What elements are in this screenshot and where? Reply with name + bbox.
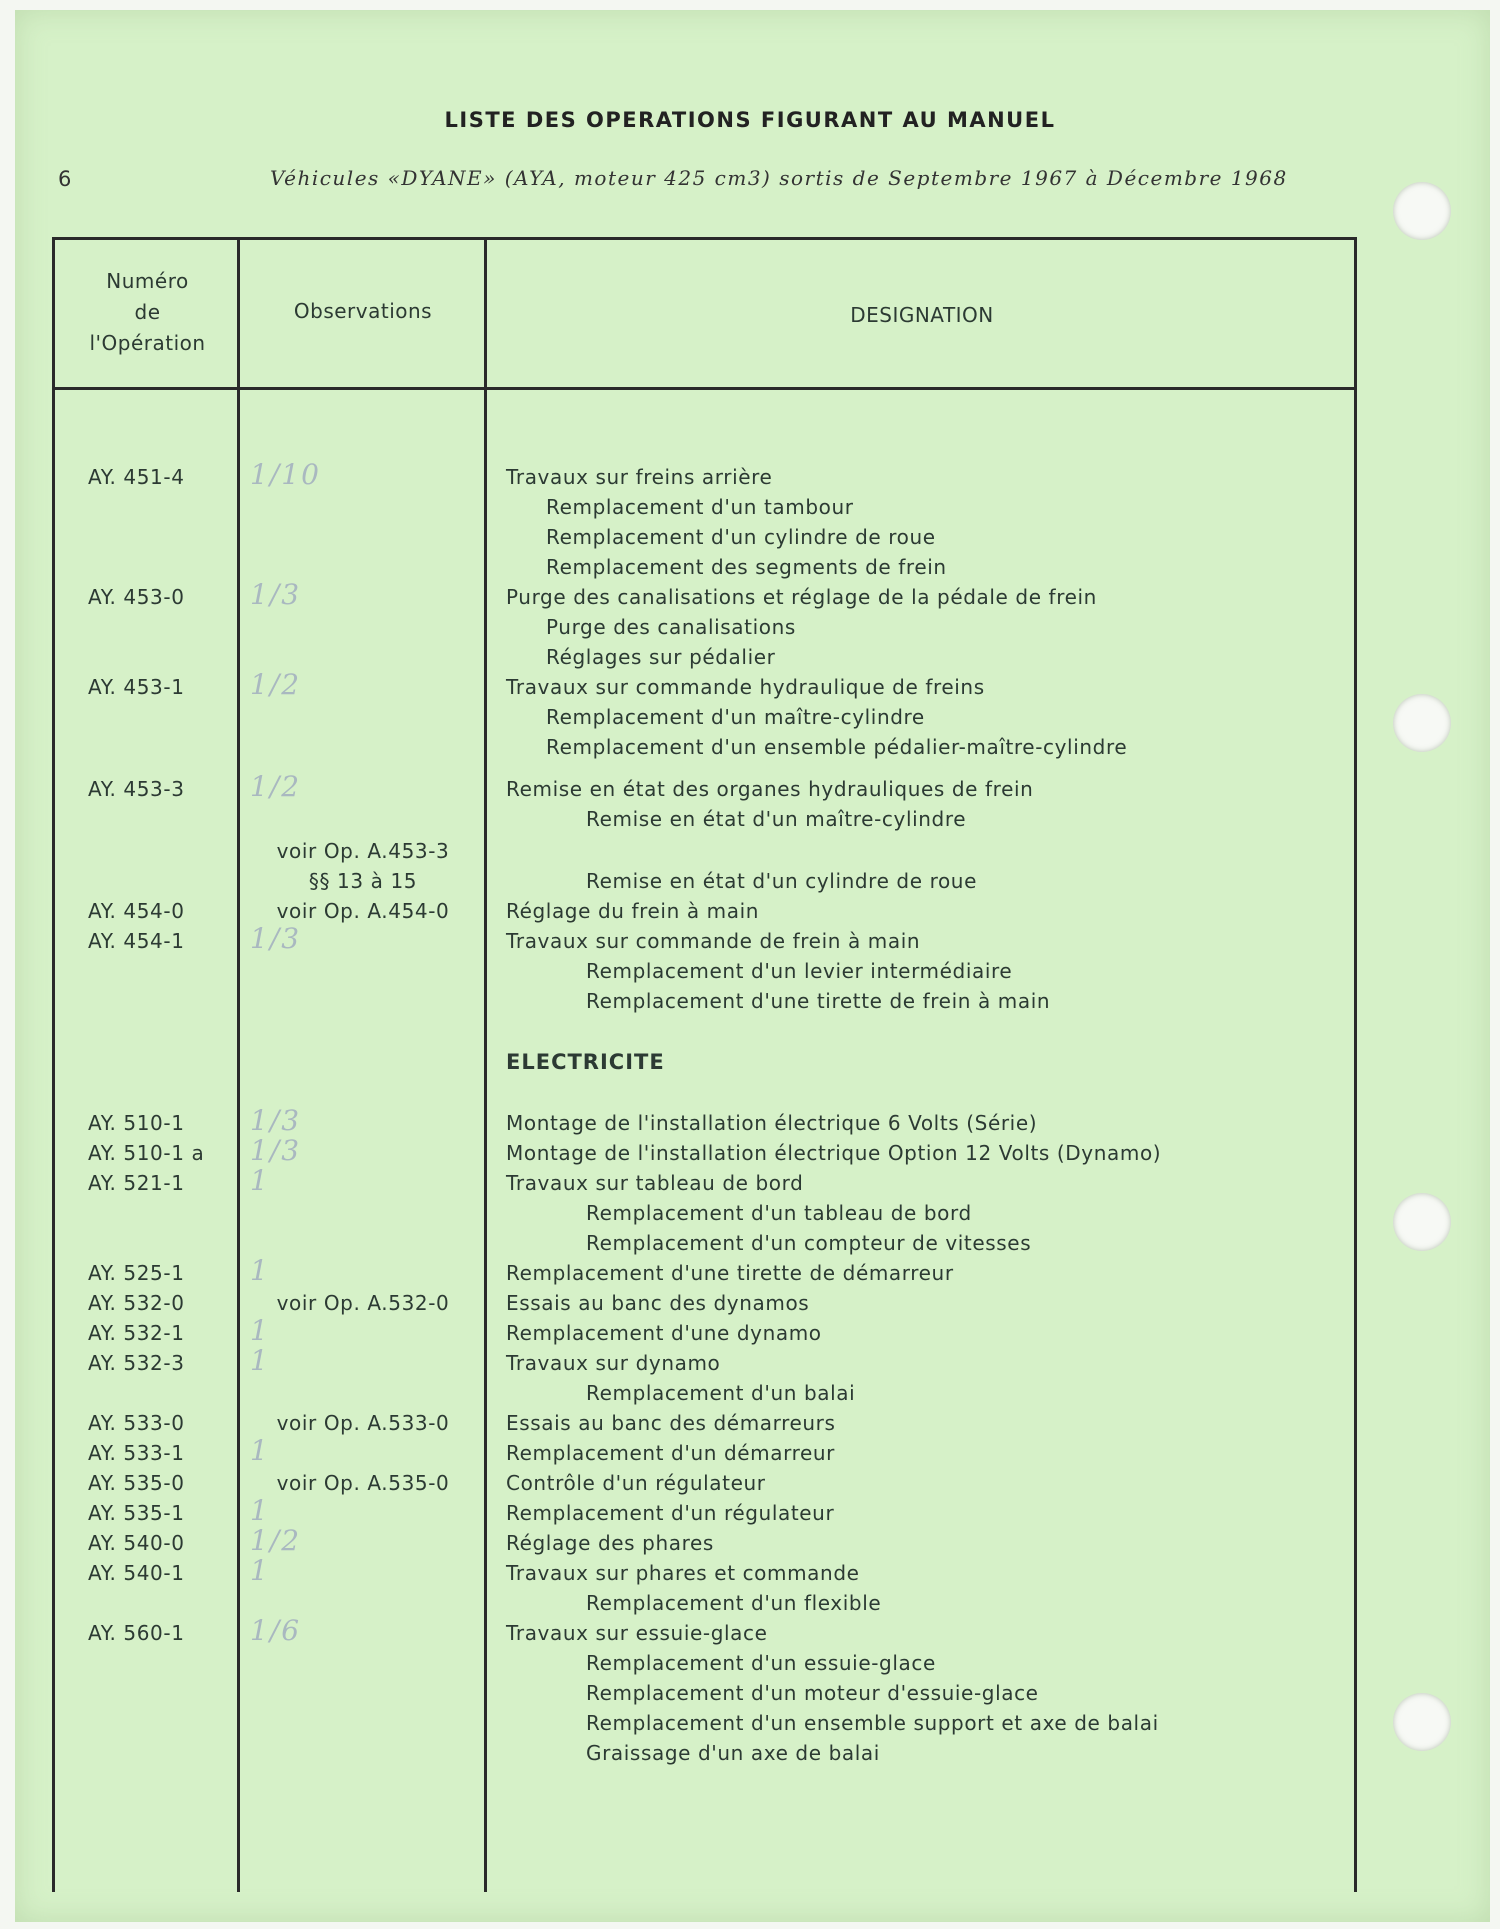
designation-text: Remplacement d'un levier intermédiaire (586, 959, 1013, 983)
designation-text: Montage de l'installation électrique Option 12 Volts (Dynamo) (506, 1141, 1162, 1165)
binder-hole (1393, 694, 1451, 752)
page-number: 6 (58, 167, 72, 191)
designation-text: Remplacement d'un démarreur (506, 1441, 835, 1465)
designation-text: Purge des canalisations et réglage de la pédale de frein (506, 585, 1097, 609)
designation-text: Remplacement d'une dynamo (506, 1321, 822, 1345)
designation-text: Remplacement d'un ensemble support et axe de balai (586, 1711, 1159, 1735)
designation-text: Remplacement d'une tirette de démarreur (506, 1261, 954, 1285)
header-divider (52, 387, 1357, 390)
page-title: LISTE DES OPERATIONS FIGURANT AU MANUEL (444, 108, 1056, 132)
operation-number: AY. 454-1 (88, 929, 185, 953)
operation-number: AY. 532-1 (88, 1321, 185, 1345)
operation-number: AY. 453-0 (88, 585, 185, 609)
designation-text: Travaux sur essuie-glace (506, 1621, 768, 1645)
operation-number: AY. 451-4 (88, 465, 185, 489)
designation-text: Travaux sur commande de frein à main (506, 929, 921, 953)
designation-text: Essais au banc des démarreurs (506, 1411, 836, 1435)
operation-number: AY. 540-0 (88, 1531, 185, 1555)
column-header-number-line: l'Opération (89, 331, 206, 355)
handwritten-note: 1 (250, 1314, 270, 1347)
handwritten-note: 1/2 (250, 1524, 302, 1557)
designation-text: Travaux sur tableau de bord (506, 1171, 804, 1195)
designation-text: Montage de l'installation électrique 6 Volts (Série) (506, 1111, 1038, 1135)
handwritten-note: 1/6 (250, 1614, 302, 1647)
handwritten-note: 1 (250, 1344, 270, 1377)
designation-text: Graissage d'un axe de balai (586, 1741, 880, 1765)
operation-number: AY. 560-1 (88, 1621, 185, 1645)
column-header-number-line: de (134, 300, 161, 324)
designation-text: Remplacement d'un tableau de bord (586, 1201, 972, 1225)
page-subtitle: Véhicules «DYANE» (AYA, moteur 425 cm3) sortis de Septembre 1967 à Décembre 1968 (270, 166, 1288, 190)
handwritten-note: 1 (250, 1494, 270, 1527)
designation-text: Remplacement d'un cylindre de roue (546, 525, 936, 549)
operation-number: AY. 521-1 (88, 1171, 185, 1195)
binder-hole (1393, 1193, 1451, 1251)
designation-text: Remplacement d'un flexible (586, 1591, 882, 1615)
designation-text: Remplacement des segments de frein (546, 555, 947, 579)
operation-number: AY. 453-3 (88, 777, 185, 801)
operation-number: AY. 510-1 (88, 1111, 185, 1135)
handwritten-note: 1 (250, 1254, 270, 1287)
handwritten-note: 1/10 (250, 458, 321, 491)
designation-text: Purge des canalisations (546, 615, 796, 639)
handwritten-note: 1/3 (250, 922, 302, 955)
designation-text: Remise en état d'un cylindre de roue (586, 869, 977, 893)
designation-text: Remplacement d'un ensemble pédalier-maître-cylindre (546, 735, 1128, 759)
operation-number: AY. 510-1 a (88, 1141, 205, 1165)
handwritten-note: 1/3 (250, 578, 302, 611)
handwritten-note: 1/3 (250, 1104, 302, 1137)
column-header-designation: DESIGNATION (850, 303, 994, 327)
handwritten-note: 1/2 (250, 770, 302, 803)
column-header-number-line: Numéro (106, 269, 189, 293)
column-header-number (55, 266, 240, 359)
binder-hole (1393, 1693, 1451, 1751)
designation-text: Travaux sur phares et commande (506, 1561, 860, 1585)
operation-number: AY. 453-1 (88, 675, 185, 699)
designation-text: Travaux sur freins arrière (506, 465, 773, 489)
operation-number: AY. 533-1 (88, 1441, 185, 1465)
designation-text: Remplacement d'un essuie-glace (586, 1651, 936, 1675)
designation-text: Remplacement d'un tambour (546, 495, 854, 519)
handwritten-note: 1 (250, 1554, 270, 1587)
column-divider (484, 237, 487, 1892)
operation-number: AY. 535-1 (88, 1501, 185, 1525)
operation-number: AY. 540-1 (88, 1561, 185, 1585)
operation-number: AY. 532-0 (88, 1291, 185, 1315)
operation-number: AY. 532-3 (88, 1351, 185, 1375)
handwritten-note: 1 (250, 1434, 270, 1467)
designation-text: Remplacement d'un moteur d'essuie-glace (586, 1681, 1039, 1705)
designation-text: Travaux sur commande hydraulique de freins (506, 675, 985, 699)
column-divider (237, 237, 240, 1892)
designation-text: Remplacement d'un maître-cylindre (546, 705, 925, 729)
observation-text: voir Op. A.454-0 (276, 899, 450, 923)
designation-text: Réglages sur pédalier (546, 645, 776, 669)
handwritten-note: 1/3 (250, 1134, 302, 1167)
operation-number: AY. 525-1 (88, 1261, 185, 1285)
observation-text: voir Op. A.533-0 (276, 1411, 450, 1435)
handwritten-note: 1/2 (250, 668, 302, 701)
section-heading: ELECTRICITE (506, 1050, 665, 1074)
column-header-observations: Observations (293, 299, 433, 323)
handwritten-note: 1 (250, 1164, 270, 1197)
designation-text: Réglage du frein à main (506, 899, 759, 923)
observation-text: voir Op. A.535-0 (276, 1471, 450, 1495)
designation-text: Remplacement d'un balai (586, 1381, 856, 1405)
designation-text: Remplacement d'un régulateur (506, 1501, 835, 1525)
designation-text: Remise en état d'un maître-cylindre (586, 807, 967, 831)
designation-text: Essais au banc des dynamos (506, 1291, 810, 1315)
binder-hole (1393, 182, 1451, 240)
observation-text: voir Op. A.532-0 (276, 1291, 450, 1315)
designation-text: Remplacement d'une tirette de frein à main (586, 989, 1051, 1013)
operation-number: AY. 533-0 (88, 1411, 185, 1435)
operation-number: AY. 535-0 (88, 1471, 185, 1495)
designation-text: Travaux sur dynamo (506, 1351, 721, 1375)
operation-number: AY. 454-0 (88, 899, 185, 923)
designation-text: Réglage des phares (506, 1531, 714, 1555)
designation-text: Remise en état des organes hydrauliques de frein (506, 777, 1034, 801)
designation-text: Contrôle d'un régulateur (506, 1471, 766, 1495)
observation-text: voir Op. A.453-3 (276, 839, 450, 863)
designation-text: Remplacement d'un compteur de vitesses (586, 1231, 1032, 1255)
observation-text: §§ 13 à 15 (308, 869, 418, 893)
